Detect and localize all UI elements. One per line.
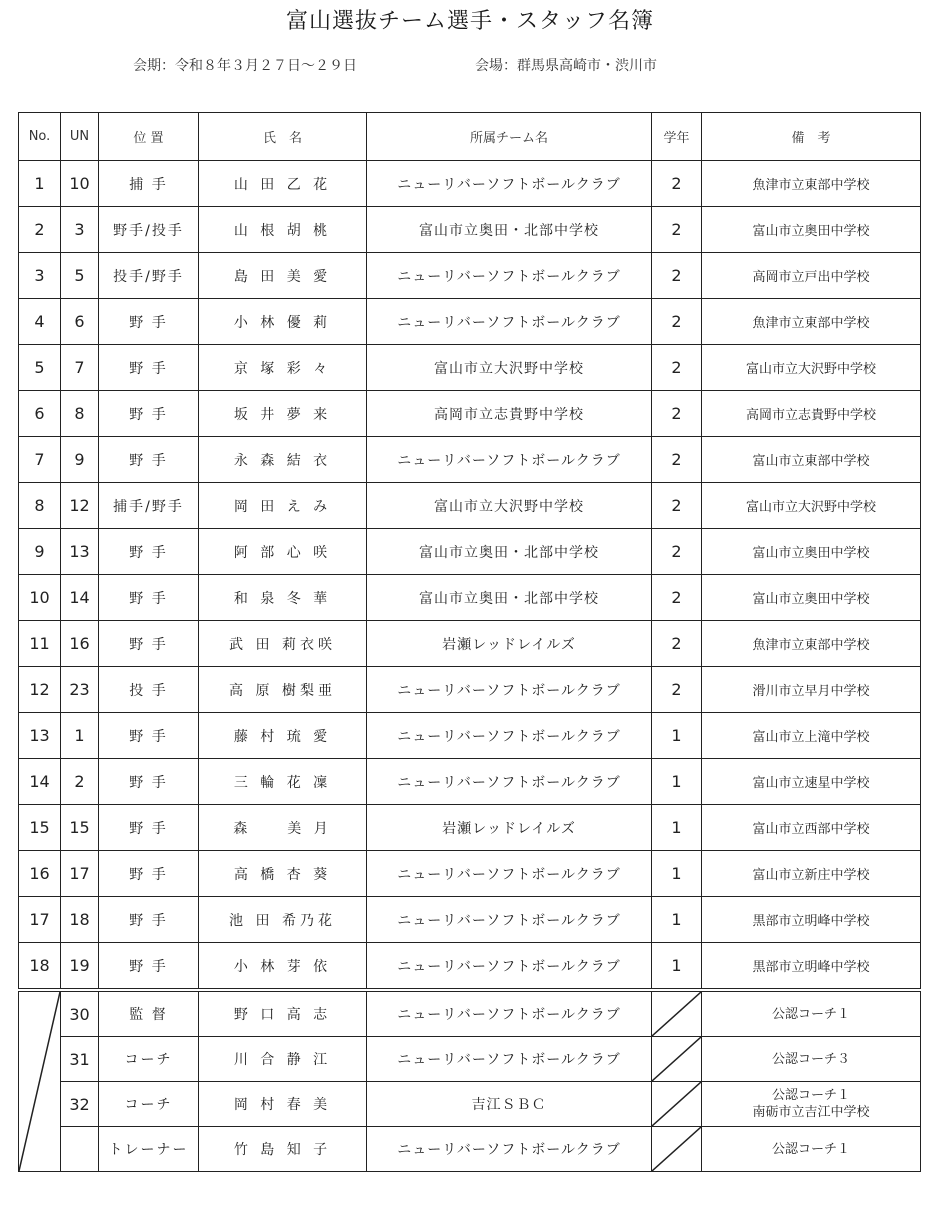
player-uniform-number: 8 [61,391,99,437]
player-no: 3 [19,253,61,299]
staff-grade-blank [652,990,702,1037]
player-name: 三 輪 花 凜 [199,759,367,805]
staff-note [702,1082,921,1127]
staff-position: トレーナー [99,1127,199,1172]
player-team: ニューリバーソフトボールクラブ [367,667,652,713]
player-team: 富山市立大沢野中学校 [367,483,652,529]
table-row [19,621,921,667]
player-name: 小 林 芽 依 [199,943,367,991]
header-no: No. [19,113,61,161]
staff-grade-blank [652,1127,702,1172]
page-title: 富山選抜チーム選手・スタッフ名簿 [285,9,654,34]
player-note: 魚津市立東部中学校 [702,161,921,207]
staff-team: ニューリバーソフトボールクラブ [367,990,652,1037]
player-name: 島 田 美 愛 [199,253,367,299]
staff-note-line: 公認コーチ１ [771,1088,850,1103]
player-team: ニューリバーソフトボールクラブ [367,437,652,483]
player-team: 富山市立奥田・北部中学校 [367,207,652,253]
player-team: ニューリバーソフトボールクラブ [367,253,652,299]
table-row [19,207,921,253]
staff-position: 監 督 [99,990,199,1037]
meeting-period: 会期：令和８年３月２７日～２９日 [133,58,357,74]
player-position: 捕 手 [99,161,199,207]
staff-name: 岡 村 春 美 [199,1082,367,1127]
staff-row [19,990,921,1037]
player-position: 野 手 [99,437,199,483]
staff-position: コーチ [99,1082,199,1127]
roster-table [18,112,921,1172]
staff-uniform-number: 31 [61,1037,99,1082]
player-no: 5 [19,345,61,391]
player-position: 野 手 [99,575,199,621]
player-note: 富山市立速星中学校 [702,759,921,805]
diagonal-line [652,1082,701,1126]
player-note: 高岡市立戸出中学校 [702,253,921,299]
player-position: 投 手 [99,667,199,713]
player-note: 富山市立新庄中学校 [702,851,921,897]
player-note: 富山市立奥田中学校 [702,207,921,253]
player-note: 黒部市立明峰中学校 [702,943,921,991]
player-no: 14 [19,759,61,805]
player-team: 岩瀬レッドレイルズ [367,805,652,851]
player-position: 野 手 [99,529,199,575]
staff-team: ニューリバーソフトボールクラブ [367,1037,652,1082]
player-grade: 2 [652,529,702,575]
player-name: 高 橋 杏 葵 [199,851,367,897]
player-note: 魚津市立東部中学校 [702,299,921,345]
player-no: 17 [19,897,61,943]
staff-name: 川 合 静 江 [199,1037,367,1082]
player-team: 富山市立大沢野中学校 [367,345,652,391]
player-position: 捕手/野手 [99,483,199,529]
player-name: 池 田 希乃花 [199,897,367,943]
diagonal-line [652,1127,701,1171]
header-row [19,113,921,161]
table-row [19,759,921,805]
staff-name: 野 口 高 志 [199,990,367,1037]
player-note: 高岡市立志貴野中学校 [702,391,921,437]
player-no: 1 [19,161,61,207]
header-grade: 学年 [652,113,702,161]
player-name: 山 田 乙 花 [199,161,367,207]
player-grade: 2 [652,207,702,253]
player-name: 藤 村 琉 愛 [199,713,367,759]
player-uniform-number: 13 [61,529,99,575]
player-uniform-number: 19 [61,943,99,991]
player-note: 魚津市立東部中学校 [702,621,921,667]
player-team: 富山市立奥田・北部中学校 [367,529,652,575]
player-position: 野 手 [99,943,199,991]
table-row [19,253,921,299]
player-name: 坂 井 夢 来 [199,391,367,437]
player-no: 6 [19,391,61,437]
player-grade: 1 [652,897,702,943]
table-row [19,805,921,851]
player-grade: 2 [652,299,702,345]
player-no: 13 [19,713,61,759]
table-row [19,851,921,897]
player-uniform-number: 3 [61,207,99,253]
player-grade: 1 [652,851,702,897]
staff-team: ニューリバーソフトボールクラブ [367,1127,652,1172]
player-grade: 1 [652,943,702,991]
player-name: 高 原 樹梨亜 [199,667,367,713]
player-note: 滑川市立早月中学校 [702,667,921,713]
player-grade: 1 [652,805,702,851]
player-grade: 2 [652,483,702,529]
player-uniform-number: 14 [61,575,99,621]
player-no: 16 [19,851,61,897]
table-row [19,299,921,345]
player-uniform-number: 18 [61,897,99,943]
player-position: 野 手 [99,851,199,897]
player-uniform-number: 15 [61,805,99,851]
player-team: ニューリバーソフトボールクラブ [367,759,652,805]
staff-row [19,1127,921,1172]
staff-note-line: 公認コーチ１ [771,1006,850,1022]
staff-team: 吉江ＳＢＣ [367,1082,652,1127]
header-position: 位 置 [99,113,199,161]
player-position: 野 手 [99,345,199,391]
player-position: 野手/投手 [99,207,199,253]
table-row [19,667,921,713]
player-note: 富山市立奥田中学校 [702,575,921,621]
player-name: 和 泉 冬 華 [199,575,367,621]
diagonal-line [652,992,701,1036]
player-uniform-number: 23 [61,667,99,713]
staff-position: コーチ [99,1037,199,1082]
player-name: 岡 田 え み [199,483,367,529]
player-grade: 2 [652,391,702,437]
player-uniform-number: 7 [61,345,99,391]
player-uniform-number: 12 [61,483,99,529]
player-note: 富山市立大沢野中学校 [702,483,921,529]
player-team: ニューリバーソフトボールクラブ [367,299,652,345]
player-no: 12 [19,667,61,713]
table-row [19,943,921,991]
staff-uniform-number [61,1127,99,1172]
header-name: 氏 名 [199,113,367,161]
player-name: 京 塚 彩 々 [199,345,367,391]
player-grade: 2 [652,621,702,667]
staff-note-line: 公認コーチ１ [771,1141,850,1157]
staff-row [19,1037,921,1082]
table-row [19,897,921,943]
player-no: 10 [19,575,61,621]
player-name: 永 森 結 衣 [199,437,367,483]
table-row [19,391,921,437]
staff-grade-blank [652,1037,702,1082]
table-row [19,161,921,207]
staff-no-blank [19,990,61,1172]
player-uniform-number: 5 [61,253,99,299]
player-position: 野 手 [99,299,199,345]
player-team: 高岡市立志貴野中学校 [367,391,652,437]
player-position: 野 手 [99,805,199,851]
diagonal-line [19,992,60,1171]
header-un: UN [61,113,99,161]
player-position: 投手/野手 [99,253,199,299]
staff-uniform-number: 32 [61,1082,99,1127]
player-position: 野 手 [99,759,199,805]
player-no: 11 [19,621,61,667]
player-uniform-number: 9 [61,437,99,483]
player-team: ニューリバーソフトボールクラブ [367,897,652,943]
staff-name: 竹 島 知 子 [199,1127,367,1172]
diagonal-line [652,1037,701,1081]
table-row [19,713,921,759]
staff-uniform-number: 30 [61,990,99,1037]
staff-note-line: 南砺市立吉江中学校 [752,1105,870,1120]
player-no: 8 [19,483,61,529]
player-no: 15 [19,805,61,851]
player-no: 2 [19,207,61,253]
player-grade: 2 [652,667,702,713]
player-grade: 1 [652,713,702,759]
player-grade: 2 [652,345,702,391]
player-team: ニューリバーソフトボールクラブ [367,943,652,991]
staff-row [19,1082,921,1127]
header-note: 備 考 [702,113,921,161]
player-name: 阿 部 心 咲 [199,529,367,575]
player-no: 4 [19,299,61,345]
player-note: 富山市立上滝中学校 [702,713,921,759]
player-uniform-number: 6 [61,299,99,345]
player-uniform-number: 2 [61,759,99,805]
table-row [19,345,921,391]
player-no: 18 [19,943,61,991]
staff-note-line: 公認コーチ３ [771,1051,850,1067]
player-position: 野 手 [99,391,199,437]
player-uniform-number: 10 [61,161,99,207]
player-grade: 2 [652,575,702,621]
table-row [19,575,921,621]
player-note: 富山市立大沢野中学校 [702,345,921,391]
player-uniform-number: 17 [61,851,99,897]
player-grade: 2 [652,437,702,483]
player-name: 森 美 月 [199,805,367,851]
player-name: 武 田 莉衣咲 [199,621,367,667]
player-note: 黒部市立明峰中学校 [702,897,921,943]
player-team: 岩瀬レッドレイルズ [367,621,652,667]
staff-note [702,1127,921,1172]
player-note: 富山市立奥田中学校 [702,529,921,575]
table-row [19,437,921,483]
player-no: 7 [19,437,61,483]
table-row [19,483,921,529]
player-position: 野 手 [99,713,199,759]
meeting-venue: 会場：群馬県高崎市・渋川市 [475,58,657,74]
player-rows [19,161,921,991]
header-team: 所属チーム名 [367,113,652,161]
player-team: ニューリバーソフトボールクラブ [367,851,652,897]
player-position: 野 手 [99,897,199,943]
player-name: 山 根 胡 桃 [199,207,367,253]
staff-rows [19,990,921,1172]
player-note: 富山市立東部中学校 [702,437,921,483]
staff-note [702,1037,921,1082]
player-uniform-number: 16 [61,621,99,667]
staff-note [702,990,921,1037]
player-name: 小 林 優 莉 [199,299,367,345]
player-team: ニューリバーソフトボールクラブ [367,161,652,207]
player-note: 富山市立西部中学校 [702,805,921,851]
player-grade: 2 [652,253,702,299]
player-team: ニューリバーソフトボールクラブ [367,713,652,759]
player-position: 野 手 [99,621,199,667]
player-grade: 1 [652,759,702,805]
player-no: 9 [19,529,61,575]
table-row [19,529,921,575]
player-team: 富山市立奥田・北部中学校 [367,575,652,621]
player-grade: 2 [652,161,702,207]
staff-grade-blank [652,1082,702,1127]
player-uniform-number: 1 [61,713,99,759]
